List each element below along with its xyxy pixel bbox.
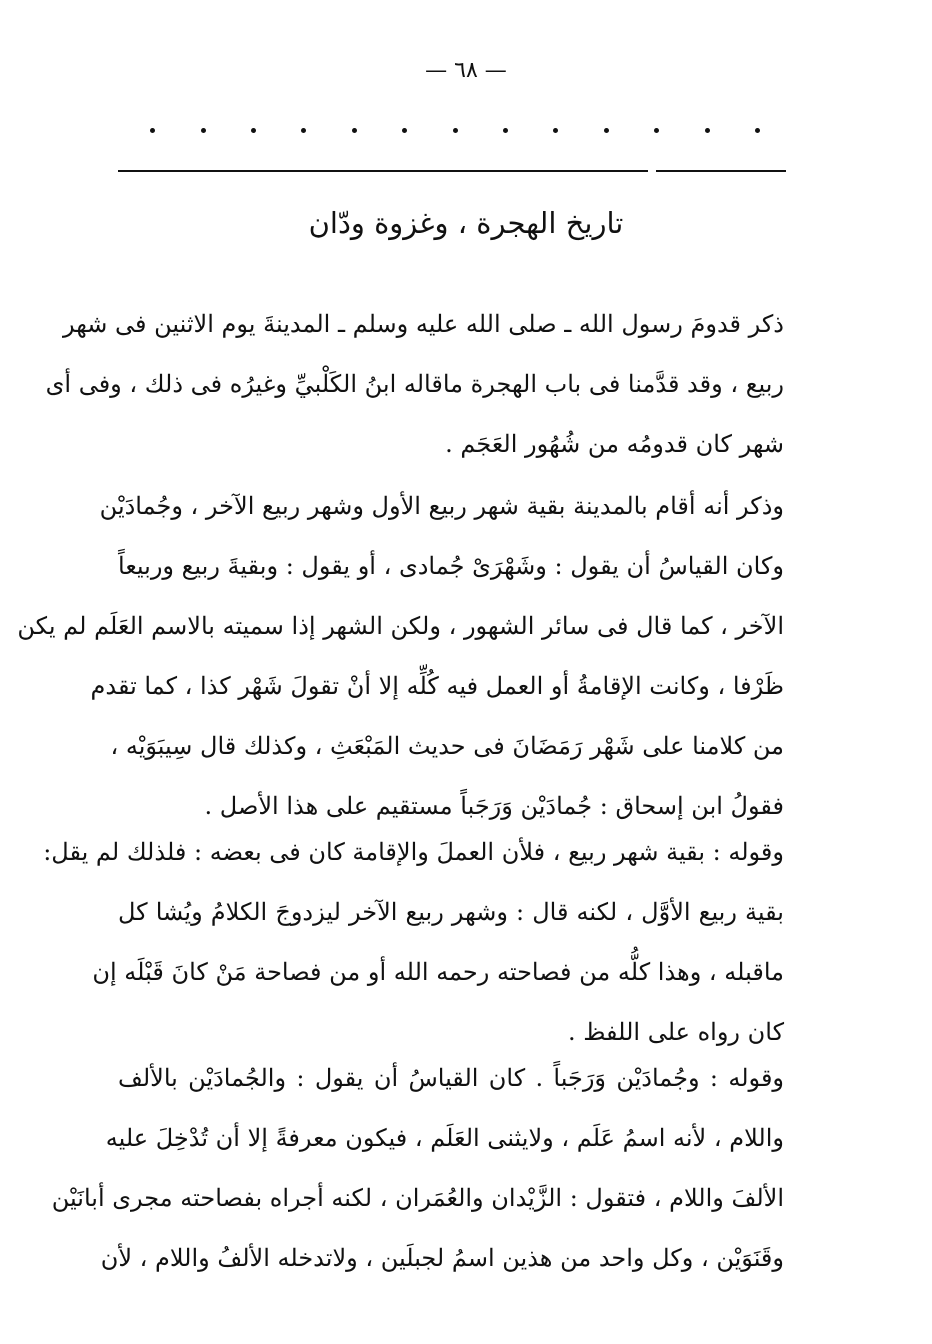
ornament-dot: [553, 128, 558, 133]
text-line: وقوله : بقية شهر ربيع ، فلأن العملَ والإقامة كان فى بعضه : فلذلك لم يقل:: [43, 838, 784, 866]
ornament-dot: [755, 128, 760, 133]
header-rule-right: [656, 170, 786, 172]
text-line: ربيع ، وقد قدَّمنا فى باب الهجرة ماقاله ابنُ الكَلْبيِّ وغيرُه فى ذلك ، وفى أى: [45, 370, 784, 398]
ornament-dot: [301, 128, 306, 133]
text-line: واللام ، لأنه اسمُ عَلَم ، ولايثنى العَلَم ، فيكون معرفةً إلا أن تُدْخِلَ عليه: [105, 1124, 784, 1152]
text-line: شهر كان قدومُه من شُهُور العَجَم .: [445, 430, 784, 458]
paragraph-1: [45, 294, 784, 474]
paragraph-2: [17, 476, 784, 836]
text-line: الآخر ، كما قال فى سائر الشهور ، ولكن الشهر إذا سميته بالاسم العَلَم لم يكن: [17, 612, 784, 640]
text-line: ذكر قدومَ رسول الله ـ صلى الله عليه وسلم ـ المدينةَ يوم الاثنين فى شهر: [62, 310, 784, 338]
page-number: — ٦٨ —: [425, 58, 507, 83]
text-line: وذكر أنه أقام بالمدينة بقية شهر ربيع الأول وشهر ربيع الآخر ، وجُمادَيْن: [99, 492, 784, 520]
ornament-dot: [150, 128, 155, 133]
text-line: الألفَ واللام ، فتقول : الزَّيْدان والعُمَران ، لكنه أجراه بفصاحته مجرى أبانَيْن: [51, 1184, 784, 1212]
text-line: ظَرْفا ، وكانت الإقامةُ أو العمل فيه كُلِّه إلا أنْ تقولَ شَهْر كذا ، كما تقدم: [90, 672, 784, 700]
chapter-heading: تاريخ الهجرة ، وغزوة ودّان: [308, 206, 624, 240]
ornamental-dots-row: [150, 128, 760, 133]
ornament-dot: [453, 128, 458, 133]
ornament-dot: [201, 128, 206, 133]
text-line: كان رواه على اللفظ .: [567, 1018, 784, 1046]
ornament-dot: [503, 128, 508, 133]
ornament-dot: [654, 128, 659, 133]
text-line: وقوله : وجُمادَيْن وَرَجَباً . كان القياسُ أن يقول : والجُمادَيْن بالألف: [118, 1064, 784, 1092]
ornament-dot: [402, 128, 407, 133]
text-line: ماقبله ، وهذا كلُّه من فصاحته رحمه الله أو من فصاحة مَنْ كانَ قَبْلَه إن: [92, 958, 784, 986]
text-line: فقولُ ابن إسحاق : جُمادَيْن وَرَجَباً مستقيم على هذا الأصل .: [204, 792, 784, 820]
paragraph-4: [51, 1048, 784, 1288]
ornament-dot: [251, 128, 256, 133]
ornament-dot: [604, 128, 609, 133]
ornament-dot: [705, 128, 710, 133]
text-line: من كلامنا على شَهْر رَمَضَانَ فى حديث المَبْعَثِ ، وكذلك قال سِيبَوَيْه ،: [110, 732, 784, 760]
paragraph-3: [43, 822, 784, 1062]
text-line: وقَنَوَيْن ، وكل واحد من هذين اسمُ لجبلَين ، ولاتدخله الألفُ واللام ، لأن: [100, 1244, 784, 1272]
header-rule-left: [118, 170, 648, 172]
ornament-dot: [352, 128, 357, 133]
text-line: بقية ربيع الأوَّل ، لكنه قال : وشهر ربيع الآخر ليزدوجَ الكلامُ ويُشا كل: [118, 898, 784, 926]
text-line: وكان القياسُ أن يقول : وشَهْرَىْ جُمادى ، أو يقول : وبقيةَ ربيع وربيعاً: [118, 552, 784, 580]
